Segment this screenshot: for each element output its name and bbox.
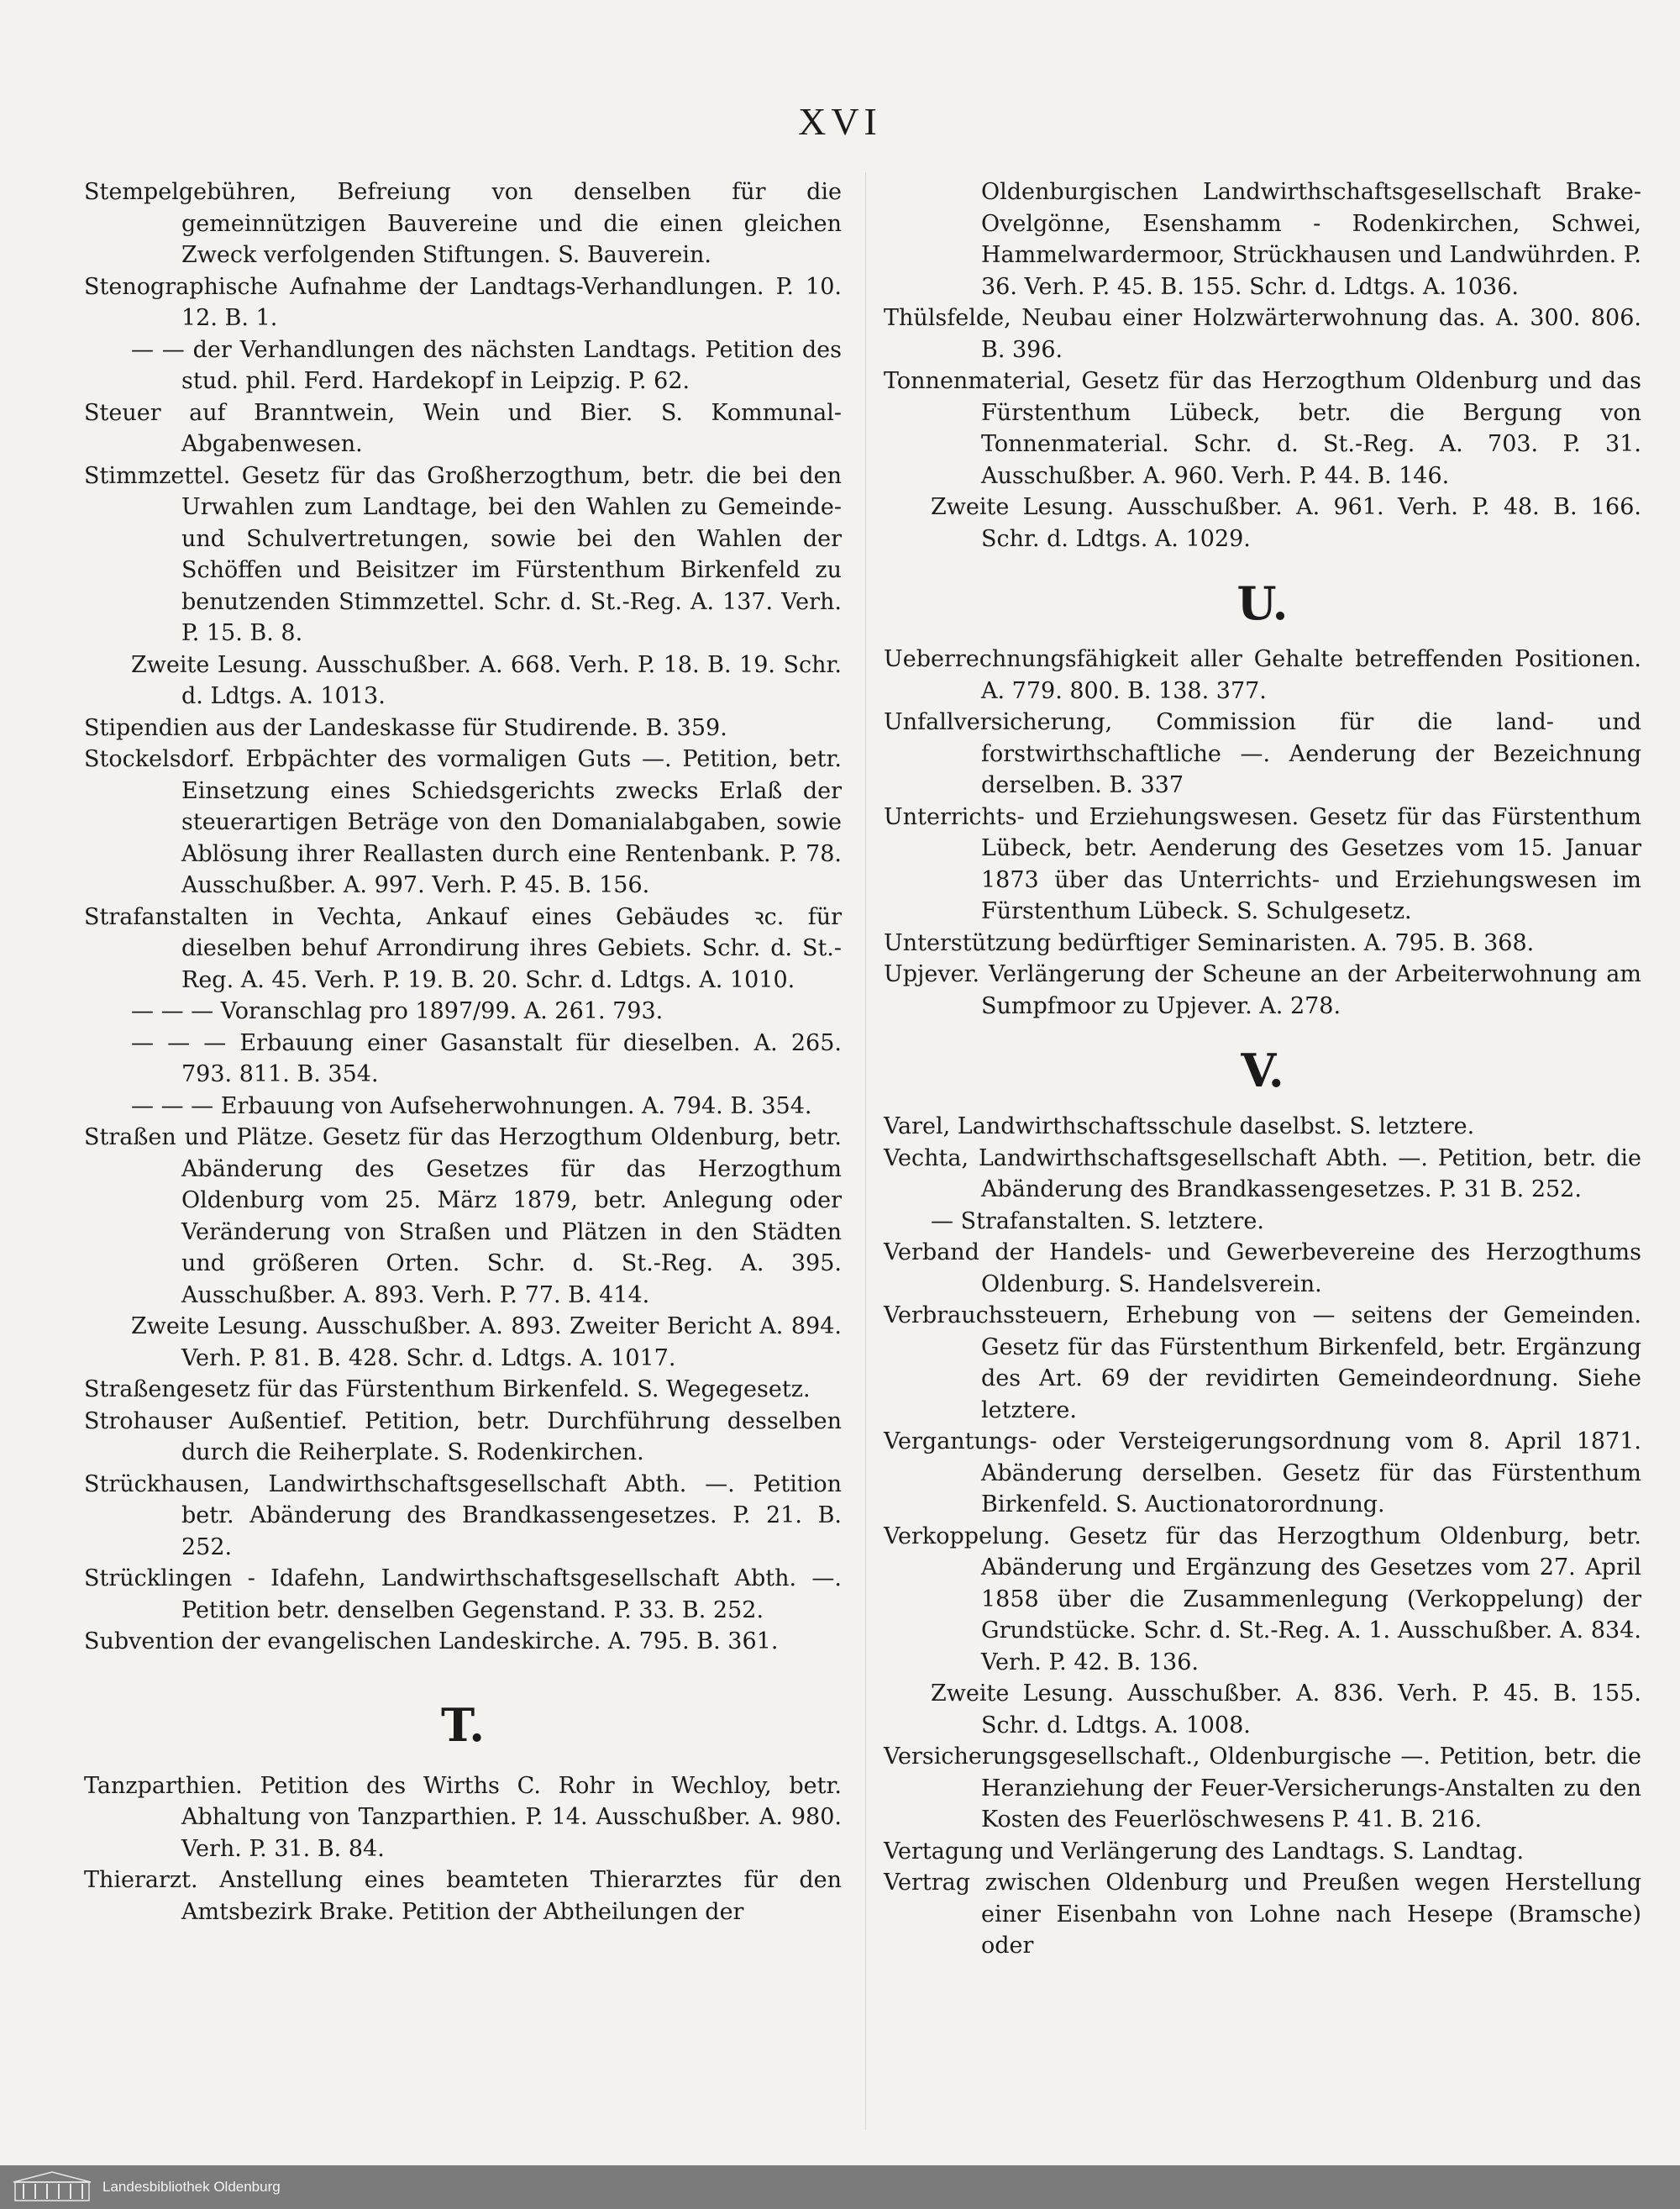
index-entry: Strückhausen, Landwirthschaftsgesellschaft Abth. —. Petition betr. Abänderung des Brandkassengesetzes. P. 21. B. 252.: [84, 1470, 842, 1560]
index-entry: Strücklingen - Idafehn, Landwirthschaftsgesellschaft Abth. —. Petition betr. denselben Gegenstand. P. 33. B. 252.: [84, 1565, 842, 1623]
right-column: [884, 176, 1641, 1962]
index-entry: Versicherungsgesellschaft., Oldenburgische —. Petition, betr. die Heranziehung der Feuer-Versicherungs-Anstalten zu den Kosten des Feuerlöschwesens P. 41. B. 216.: [884, 1744, 1641, 1833]
index-entry: Tanzparthien. Petition des Wirths C. Rohr in Wechloy, betr. Abhaltung von Tanzparthien. P. 14. Ausschußber. A. 980. Verh. P. 31. B. 84.: [84, 1772, 842, 1862]
page-number: XVI: [798, 100, 882, 143]
index-entry: Vergantungs- oder Versteigerungsordnung vom 8. April 1871. Abänderung derselben. Gesetz für das Fürstenthum Birkenfeld. S. Auctionatorordnung.: [884, 1428, 1641, 1517]
index-entry: Vertrag zwischen Oldenburg und Preußen wegen Herstellung einer Eisenbahn von Lohne nach Hesepe (Bramsche) oder: [884, 1870, 1641, 1959]
index-subentry: Zweite Lesung. Ausschußber. A. 668. Verh. P. 18. B. 19. Schr. d. Ldtgs. A. 1013.: [131, 651, 842, 709]
section-letter: U.: [1236, 576, 1289, 630]
index-subentry: Zweite Lesung. Ausschußber. A. 893. Zweiter Bericht A. 894. Verh. P. 81. B. 428. Schr. d. Ldtgs. A. 1017.: [131, 1313, 842, 1371]
index-entry: Tonnenmaterial, Gesetz für das Herzogthum Oldenburg und das Fürstenthum Lübeck, betr. die Bergung von Tonnenmaterial. Schr. d. St.-Reg. A. 703. P. 31. Ausschußber. A. 960. Verh. P. 44. B. 146.: [884, 368, 1641, 489]
left-column: [84, 176, 842, 1928]
index-entry: Vertagung und Verlängerung des Landtags. S. Landtag.: [884, 1838, 1525, 1865]
index-entry-continuation: Oldenburgischen Landwirthschaftsgesellschaft Brake-Ovelgönne, Esenshamm - Rodenkirchen, Schwei, Hammelwardermoor, Strückhausen und Landwührden. P. 36. Verh. P. 45. B. 155. Schr. d. Ldtgs. A. 1036.: [981, 179, 1642, 300]
section-letter: T.: [440, 1697, 486, 1752]
index-entry: Straßengesetz für das Fürstenthum Birkenfeld. S. Wegegesetz.: [84, 1376, 811, 1402]
index-subentry: — — — Erbauung von Aufseherwohnungen. A. 794. B. 354.: [131, 1092, 812, 1119]
index-subentry: — — — Erbauung einer Gasanstalt für dieselben. A. 265. 793. 811. B. 354.: [131, 1029, 842, 1087]
index-entry: Ueberrechnungsfähigkeit aller Gehalte betreffenden Positionen. A. 779. 800. B. 138. 377.: [884, 646, 1641, 704]
index-subentry: — — der Verhandlungen des nächsten Landtags. Petition des stud. phil. Ferd. Hardekopf in Leipzig. P. 62.: [131, 336, 842, 394]
index-entry: Vechta, Landwirthschaftsgesellschaft Abth. —. Petition, betr. die Abänderung des Brandkassengesetzes. P. 31 B. 252.: [884, 1144, 1641, 1202]
index-subentry: — Strafanstalten. S. letztere.: [931, 1207, 1264, 1234]
index-entry: Stipendien aus der Landeskasse für Studirende. B. 359.: [84, 714, 727, 741]
index-entry: Unterstützung bedürftiger Seminaristen. A. 795. B. 368.: [884, 929, 1535, 956]
library-building-icon: [12, 2170, 92, 2204]
index-subentry: Zweite Lesung. Ausschußber. A. 836. Verh. P. 45. B. 155. Schr. d. Ldtgs. A. 1008.: [931, 1680, 1641, 1738]
library-name: Landesbibliothek Oldenburg: [102, 2179, 281, 2195]
column-divider: [865, 172, 866, 2130]
index-entry: Stimmzettel. Gesetz für das Großherzogthum, betr. die bei den Urwahlen zum Landtage, bei den Wahlen zu Gemeinde- und Schulvertretungen, sowie bei den Wahlen der Schöffen und Beisitzer im Fürstenthum Birkenfeld zu benutzenden Stimmzettel. Schr. d. St.-Reg. A. 137. Verh. P. 15. B. 8.: [84, 462, 842, 646]
index-entry: Stempelgebühren, Befreiung von denselben für die gemeinnützigen Bauvereine und die einen gleichen Zweck verfolgenden Stiftungen. S. Bauverein.: [84, 179, 842, 268]
index-entry: Unterrichts- und Erziehungswesen. Gesetz für das Fürstenthum Lübeck, betr. Aenderung des Gesetzes vom 15. Januar 1873 über das Unterrichts- und Erziehungswesen im Fürstenthum Lübeck. S. Schulgesetz.: [884, 803, 1641, 924]
index-entry: Unfallversicherung, Commission für die land- und forstwirthschaftliche —. Aenderung der Bezeichnung derselben. B. 337: [884, 709, 1641, 798]
library-footer-bar: [0, 2165, 1680, 2209]
index-entry: Thierarzt. Anstellung eines beamteten Thierarztes für den Amtsbezirk Brake. Petition der Abtheilungen der: [84, 1867, 842, 1925]
index-entry: Varel, Landwirthschaftsschule daselbst. S. letztere.: [884, 1113, 1475, 1139]
index-subentry: — — — Voranschlag pro 1897/99. A. 261. 793.: [131, 998, 664, 1024]
index-entry: Verband der Handels- und Gewerbevereine des Herzogthums Oldenburg. S. Handelsverein.: [884, 1239, 1641, 1297]
index-entry: Verbrauchssteuern, Erhebung von — seitens der Gemeinden. Gesetz für das Fürstenthum Birkenfeld, betr. Ergänzung des Art. 69 der revidirten Gemeindeordnung. Siehe letztere.: [884, 1302, 1641, 1423]
index-entry: Verkoppelung. Gesetz für das Herzogthum Oldenburg, betr. Abänderung und Ergänzung des Gesetzes vom 27. April 1858 über die Zusammenlegung (Verkoppelung) der Grundstücke. Schr. d. St.-Reg. A. 1. Ausschußber. A. 834. Verh. P. 42. B. 136.: [884, 1523, 1641, 1675]
index-entry: Thülsfelde, Neubau einer Holzwärterwohnung das. A. 300. 806. B. 396.: [884, 305, 1641, 363]
index-entry: Stenographische Aufnahme der Landtags-Verhandlungen. P. 10. 12. B. 1.: [84, 273, 842, 331]
index-entry: Steuer auf Branntwein, Wein und Bier. S. Kommunal-Abgabenwesen.: [84, 399, 842, 457]
index-entry: Subvention der evangelischen Landeskirche. A. 795. B. 361.: [84, 1628, 779, 1654]
index-entry: Straßen und Plätze. Gesetz für das Herzogthum Oldenburg, betr. Abänderung des Gesetzes für das Herzogthum Oldenburg vom 25. März 1879, betr. Anlegung oder Veränderung von Straßen und Plätzen in den Städten und größeren Orten. Schr. d. St.-Reg. A. 395. Ausschußber. A. 893. Verh. P. 77. B. 414.: [84, 1124, 842, 1308]
index-entry: Strohauser Außentief. Petition, betr. Durchführung desselben durch die Reiherplate. S. Rodenkirchen.: [84, 1407, 842, 1465]
index-entry: Upjever. Verlängerung der Scheune an der Arbeiterwohnung am Sumpfmoor zu Upjever. A. 278.: [884, 961, 1641, 1019]
index-entry: Stockelsdorf. Erbpächter des vormaligen Guts —. Petition, betr. Einsetzung eines Schiedsgerichts zwecks Erlaß der steuerartigen Beträge von den Domanialabgaben, sowie Ablösung ihrer Reallasten durch eine Rentenbank. P. 78. Ausschußber. A. 997. Verh. P. 45. B. 156.: [84, 746, 842, 898]
index-subentry: Zweite Lesung. Ausschußber. A. 961. Verh. P. 48. B. 166. Schr. d. Ldtgs. A. 1029.: [931, 494, 1641, 552]
index-entry: Strafanstalten in Vechta, Ankauf eines Gebäudes ꝛc. für dieselben behuf Arrondirung ihres Gebiets. Schr. d. St.-Reg. A. 45. Verh. P. 19. B. 20. Schr. d. Ldtgs. A. 1010.: [84, 903, 842, 993]
section-letter: V.: [1241, 1044, 1284, 1097]
